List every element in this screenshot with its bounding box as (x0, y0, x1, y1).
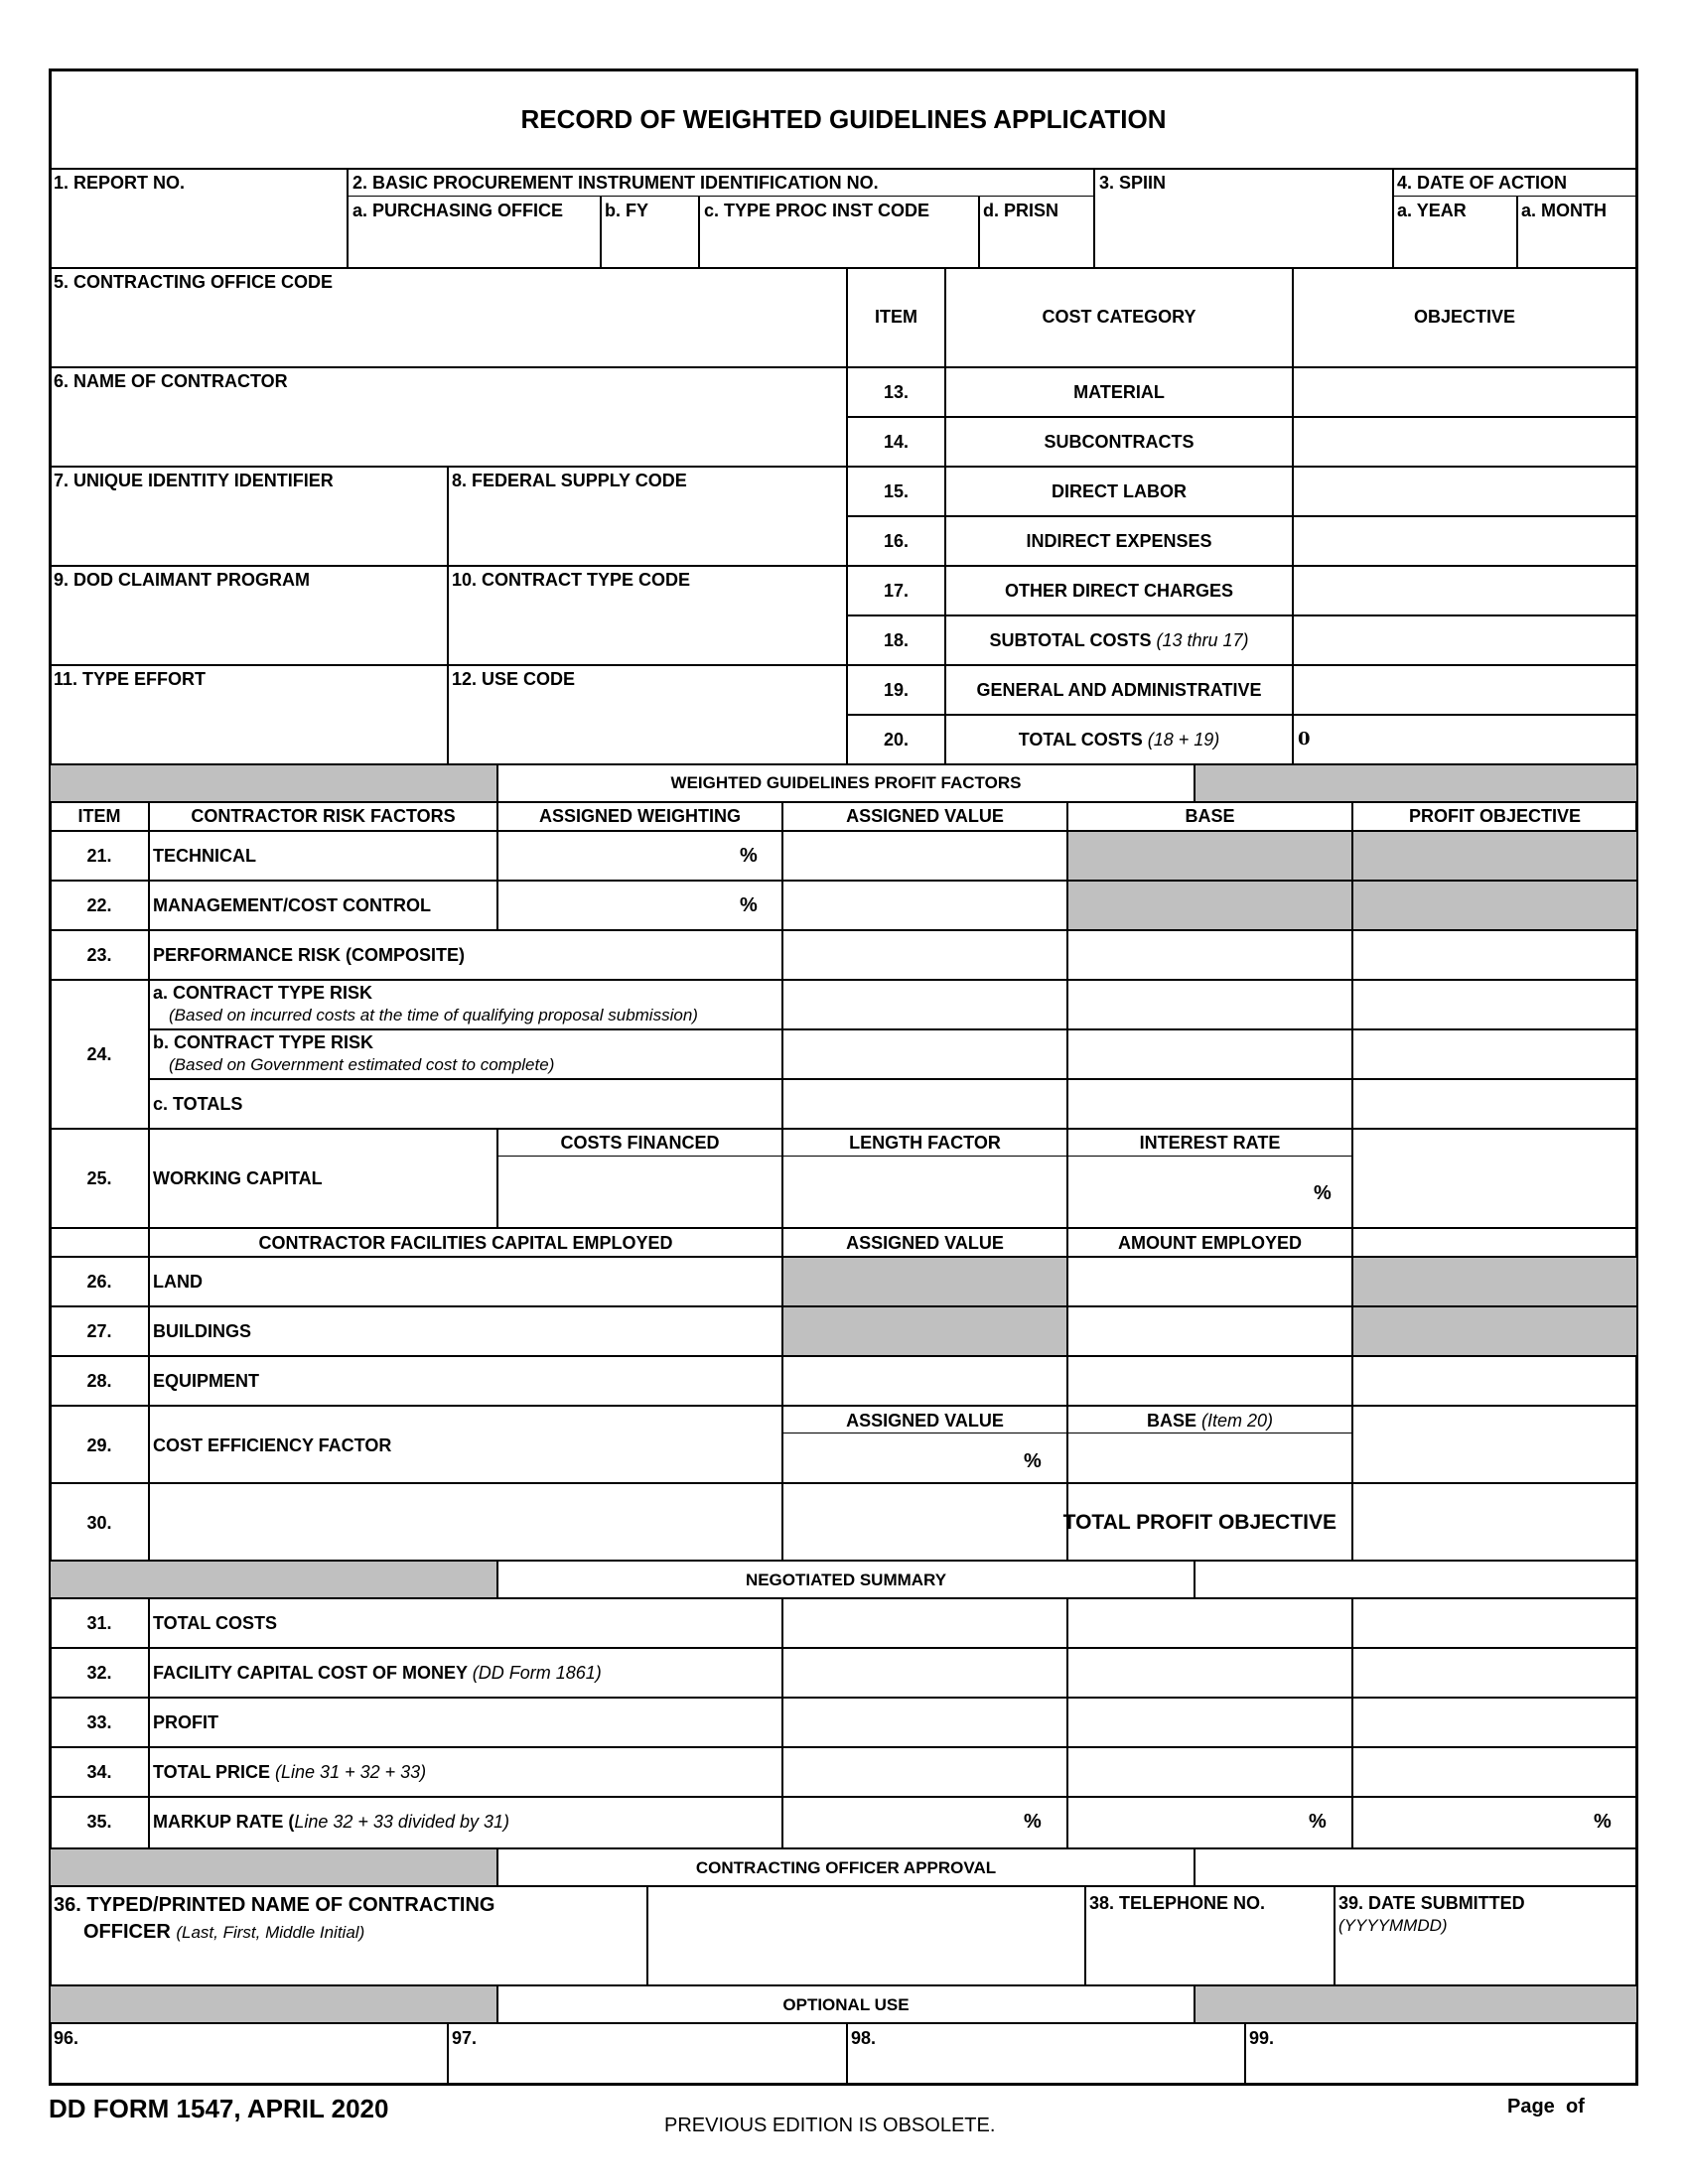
cost-item-15: 15. (883, 481, 910, 501)
rule (348, 196, 1093, 197)
dod-claimant-label: 9. DOD CLAIMANT PROGRAM (54, 570, 310, 590)
objective-input-19[interactable] (1295, 667, 1634, 713)
pf-profit-objective-header: PROFIT OBJECTIVE (1408, 806, 1582, 826)
rule (51, 1597, 1636, 1599)
technical-percent: % (740, 845, 758, 867)
pf-item-23: 23. (86, 945, 112, 965)
equipment-profit-input[interactable] (1354, 1358, 1634, 1404)
pf-item-header: ITEM (77, 806, 121, 826)
month-input[interactable] (1520, 226, 1634, 266)
interest-rate-percent: % (1314, 1182, 1332, 1204)
neg-item-35: 35. (86, 1812, 112, 1832)
contract-type-total-value-input[interactable] (784, 1081, 1064, 1127)
name-of-contractor-input[interactable] (53, 395, 844, 465)
technical-weighting-input[interactable] (499, 833, 779, 879)
rule (447, 467, 449, 764)
rule (51, 1647, 1636, 1649)
cost-category-g-and-a: GENERAL AND ADMINISTRATIVE (976, 680, 1262, 700)
costs-financed-input[interactable] (499, 1159, 779, 1225)
form-number: DD FORM 1547, APRIL 2020 (49, 2094, 389, 2123)
rule (1392, 196, 1636, 197)
optional-99-input[interactable] (1248, 2049, 1634, 2083)
negotiated-title: NEGOTIATED SUMMARY (745, 1570, 947, 1589)
cost-category-total (945, 730, 1293, 750)
cost-efficiency-value-input[interactable] (784, 1435, 1064, 1481)
rule (51, 830, 1636, 832)
pf-item-30: 30. (86, 1513, 112, 1533)
rule (1093, 169, 1095, 268)
objective-input-15[interactable] (1295, 469, 1634, 514)
rule (51, 1560, 1636, 1562)
name-of-contractor-label: 6. NAME OF CONTRACTOR (54, 371, 288, 391)
rule (1194, 1561, 1196, 1598)
subtotal-note: (13 thru 17) (1156, 630, 1249, 650)
date-submitted-label: 39. DATE SUBMITTED (1338, 1893, 1525, 1913)
rule (846, 515, 1636, 517)
pf-item-27: 27. (86, 1321, 112, 1341)
year-label: a. YEAR (1397, 201, 1467, 220)
interest-rate-input[interactable] (1069, 1159, 1349, 1225)
contract-type-a-value-input[interactable] (784, 982, 1064, 1027)
neg-35-input-2[interactable] (1069, 1799, 1308, 1844)
rule (846, 416, 1636, 418)
of-label: of (1565, 2096, 1585, 2117)
optional-97-input[interactable] (451, 2049, 844, 2083)
cost-efficiency-profit-input[interactable] (1354, 1408, 1634, 1481)
contract-type-code-input[interactable] (451, 594, 844, 663)
rule (51, 267, 1636, 269)
neg-fccm-note: (DD Form 1861) (472, 1663, 602, 1683)
performance-value-input[interactable] (784, 932, 1064, 978)
buildings-label: BUILDINGS (153, 1321, 251, 1341)
management-weighting-input[interactable] (499, 883, 779, 928)
rule (51, 1984, 1636, 1986)
rule (148, 802, 150, 1561)
rule (51, 1355, 1636, 1357)
rule (51, 1227, 1636, 1229)
prisn-input[interactable] (982, 226, 1091, 266)
report-no-input[interactable] (53, 197, 345, 266)
neg-35-input-3[interactable] (1354, 1799, 1593, 1844)
pf-item-28: 28. (86, 1371, 112, 1391)
type-proc-inst-code-label: c. TYPE PROC INST CODE (704, 201, 930, 220)
co-name-note: (Last, First, Middle Initial) (176, 1923, 365, 1942)
rule (51, 168, 1636, 170)
dod-claimant-input[interactable] (53, 594, 445, 663)
performance-profit-input[interactable] (1354, 932, 1634, 978)
date-submitted-format: (YYYYMMDD) (1338, 1916, 1448, 1935)
rule (781, 1598, 783, 1848)
federal-supply-code-input[interactable] (451, 494, 844, 564)
neg-34-input-1[interactable] (784, 1749, 1064, 1795)
type-effort-input[interactable] (53, 693, 445, 762)
rule (1351, 802, 1353, 1561)
cost-efficiency-base-label: BASE (1146, 1411, 1196, 1431)
co-name-line2 (83, 1921, 364, 1944)
objective-header: OBJECTIVE (1413, 307, 1516, 327)
rule (1066, 802, 1068, 1561)
rule (51, 366, 1636, 368)
neg-31-input-2[interactable] (1069, 1600, 1349, 1646)
contract-type-b-label: b. CONTRACT TYPE RISK (153, 1032, 374, 1052)
neg-34-input-3[interactable] (1354, 1749, 1634, 1795)
contracting-office-code-input[interactable] (53, 296, 844, 365)
rule (447, 2023, 449, 2086)
cost-item-20: 20. (883, 730, 910, 750)
optional-98-input[interactable] (850, 2049, 1242, 2083)
cost-category-indirect-expenses: INDIRECT EXPENSES (1026, 531, 1212, 551)
gray-band-profit-right (1195, 765, 1636, 801)
spiin-input[interactable] (1097, 197, 1390, 266)
pf-technical-label: TECHNICAL (153, 846, 256, 866)
contract-type-b-note: (Based on Government estimated cost to complete) (169, 1055, 555, 1074)
technical-value-input[interactable] (784, 833, 1064, 879)
neg-markup-label (153, 1812, 509, 1832)
co-name-input[interactable] (649, 1888, 1082, 1983)
purchasing-office-label: a. PURCHASING OFFICE (352, 201, 564, 220)
facilities-header: CONTRACTOR FACILITIES CAPITAL EMPLOYED (258, 1233, 673, 1253)
neg-32-input-3[interactable] (1354, 1650, 1634, 1696)
page-label: Page (1507, 2096, 1555, 2117)
rule (51, 1256, 1636, 1258)
pf-risk-factors-header: CONTRACTOR RISK FACTORS (191, 806, 456, 826)
contract-type-b-base-input[interactable] (1069, 1031, 1349, 1077)
neg-33-input-1[interactable] (784, 1700, 1064, 1745)
rule (51, 1796, 1636, 1798)
cost-item-17: 17. (883, 581, 910, 601)
rule (698, 196, 700, 268)
optional-96-input[interactable] (53, 2049, 445, 2083)
cost-efficiency-percent: % (1024, 1450, 1042, 1472)
rule (496, 1156, 1352, 1157)
management-value-input[interactable] (784, 883, 1064, 928)
rule (1066, 1598, 1068, 1848)
neg-total-price-label (153, 1762, 426, 1782)
rule (51, 1482, 1636, 1484)
contracting-office-code-label: 5. CONTRACTING OFFICE CODE (54, 272, 334, 292)
rule (347, 169, 349, 268)
interest-rate-header: INTEREST RATE (1139, 1133, 1281, 1153)
rule (846, 614, 1636, 616)
facilities-assigned-value-header: ASSIGNED VALUE (846, 1233, 1004, 1253)
cost-category-subcontracts: SUBCONTRACTS (1044, 432, 1195, 452)
costs-financed-header: COSTS FINANCED (560, 1133, 720, 1153)
rule (1351, 1598, 1353, 1848)
rule (148, 1078, 1636, 1080)
pf-management-label: MANAGEMENT/COST CONTROL (153, 895, 431, 915)
neg-profit-label: PROFIT (153, 1712, 218, 1732)
rule (1194, 1985, 1196, 2023)
total-profit-label: TOTAL PROFIT OBJECTIVE (1062, 1511, 1336, 1534)
land-label: LAND (153, 1272, 203, 1292)
pf-assigned-weighting-header: ASSIGNED WEIGHTING (538, 806, 741, 826)
pf-item-21: 21. (86, 846, 112, 866)
optional-97-label: 97. (452, 2028, 478, 2048)
working-capital-label: WORKING CAPITAL (153, 1168, 323, 1188)
rule (1392, 169, 1394, 268)
rule (148, 1028, 1636, 1030)
objective-input-18[interactable] (1295, 617, 1634, 663)
contract-type-a-label: a. CONTRACT TYPE RISK (153, 983, 373, 1003)
cost-category-other-direct: OTHER DIRECT CHARGES (1004, 581, 1233, 601)
cost-item-16: 16. (883, 531, 910, 551)
cost-efficiency-assigned-value-header: ASSIGNED VALUE (846, 1411, 1004, 1431)
working-capital-profit-input[interactable] (1354, 1131, 1634, 1225)
markup-percent-3: % (1594, 1811, 1612, 1833)
equipment-amount-input[interactable] (1069, 1358, 1349, 1404)
cost-category-direct-labor: DIRECT LABOR (1052, 481, 1187, 501)
rule (1516, 196, 1518, 268)
pf-item-22: 22. (86, 895, 112, 915)
neg-markup-text: MARKUP RATE ( (153, 1812, 295, 1832)
gray-band-approval-left (51, 1849, 496, 1887)
equipment-value-input[interactable] (784, 1358, 1064, 1404)
markup-percent-2: % (1309, 1811, 1327, 1833)
contract-type-a-base-input[interactable] (1069, 982, 1349, 1027)
neg-35-input-1[interactable] (784, 1799, 1023, 1844)
objective-input-17[interactable] (1295, 568, 1634, 614)
contract-type-total-base-input[interactable] (1069, 1081, 1349, 1127)
gray-band-profit-left (51, 765, 496, 801)
rule (51, 1885, 1636, 1887)
cost-item-13: 13. (883, 382, 910, 402)
rule (1334, 1886, 1336, 1985)
unique-identity-input[interactable] (53, 494, 445, 564)
purchasing-office-input[interactable] (351, 226, 598, 266)
neg-item-33: 33. (86, 1712, 112, 1732)
contract-type-code-label: 10. CONTRACT TYPE CODE (452, 570, 691, 590)
pf-performance-label: PERFORMANCE RISK (COMPOSITE) (153, 945, 466, 965)
rule (51, 1128, 1636, 1130)
neg-markup-note: Line 32 + 33 divided by 31) (294, 1812, 510, 1832)
previous-edition-notice: PREVIOUS EDITION IS OBSOLETE. (664, 2115, 996, 2136)
optional-96-label: 96. (54, 2028, 79, 2048)
neg-32-input-2[interactable] (1069, 1650, 1349, 1696)
neg-33-input-3[interactable] (1354, 1700, 1634, 1745)
rule (1244, 2023, 1246, 2086)
management-percent: % (740, 894, 758, 916)
performance-base-input[interactable] (1069, 932, 1349, 978)
cost-efficiency-base-note: (Item 20) (1201, 1411, 1274, 1431)
gray-band-negotiated-left (51, 1562, 496, 1599)
rule (846, 2023, 848, 2086)
pf-item-26: 26. (86, 1272, 112, 1292)
prisn-label: d. PRISN (983, 201, 1059, 220)
neg-item-32: 32. (86, 1663, 112, 1683)
cost-item-18: 18. (883, 630, 910, 650)
neg-total-costs-label: TOTAL COSTS (153, 1613, 278, 1633)
objective-input-13[interactable] (1295, 369, 1634, 415)
co-name-officer: OFFICER (83, 1921, 171, 1943)
gray-band-optional-right (1195, 1986, 1636, 2024)
fy-label: b. FY (605, 201, 648, 220)
rule (51, 565, 1636, 567)
length-factor-input[interactable] (784, 1159, 1064, 1225)
profit-factors-title: WEIGHTED GUIDELINES PROFIT FACTORS (670, 773, 1022, 792)
optional-98-label: 98. (851, 2028, 877, 2048)
page-number (1507, 2096, 1585, 2117)
cost-category-material: MATERIAL (1073, 382, 1165, 402)
total-costs-note: (18 + 19) (1147, 730, 1220, 750)
land-amount-input[interactable] (1069, 1259, 1349, 1304)
neg-34-input-2[interactable] (1069, 1749, 1349, 1795)
date-of-action-label: 4. DATE OF ACTION (1397, 173, 1567, 193)
rule (846, 714, 1636, 716)
subtotal-label: SUBTOTAL COSTS (989, 630, 1152, 650)
neg-fccm-text: FACILITY CAPITAL COST OF MONEY (153, 1663, 468, 1683)
contract-type-c-label: c. TOTALS (153, 1094, 243, 1114)
rule (148, 1598, 150, 1848)
type-effort-label: 11. TYPE EFFORT (54, 669, 207, 689)
gray-profit-26 (1351, 1258, 1636, 1307)
gray-profit-27 (1351, 1307, 1636, 1357)
rule (51, 880, 1636, 882)
telephone-label: 38. TELEPHONE NO. (1089, 1893, 1266, 1913)
date-submitted-input[interactable] (1336, 1940, 1634, 1983)
rule (51, 466, 1636, 468)
telephone-input[interactable] (1087, 1918, 1332, 1983)
total-costs-label: TOTAL COSTS (1018, 730, 1143, 750)
rule (51, 801, 1636, 803)
cost-efficiency-label: COST EFFICIENCY FACTOR (153, 1435, 392, 1455)
rule (978, 196, 980, 268)
gray-profit-21 (1351, 831, 1636, 881)
cost-category-subtotal (945, 630, 1293, 650)
cost-item-19: 19. (883, 680, 910, 700)
co-name-line1: 36. TYPED/PRINTED NAME OF CONTRACTING (54, 1894, 495, 1916)
pf-assigned-value-header: ASSIGNED VALUE (846, 806, 1004, 826)
approval-title: CONTRACTING OFFICER APPROVAL (695, 1858, 997, 1877)
neg-item-34: 34. (86, 1762, 112, 1782)
gray-profit-22 (1351, 881, 1636, 930)
rule (51, 929, 1636, 931)
neg-31-input-3[interactable] (1354, 1600, 1634, 1646)
contract-type-b-value-input[interactable] (784, 1031, 1064, 1077)
cost-category-header: COST CATEGORY (1042, 307, 1196, 327)
neg-31-input-1[interactable] (784, 1600, 1064, 1646)
form-title: RECORD OF WEIGHTED GUIDELINES APPLICATION (520, 104, 1167, 134)
markup-percent-1: % (1024, 1811, 1042, 1833)
rule (51, 763, 1636, 765)
length-factor-header: LENGTH FACTOR (849, 1133, 1001, 1153)
spiin-label: 3. SPIIN (1099, 173, 1167, 193)
use-code-label: 12. USE CODE (452, 669, 576, 689)
rule (51, 1405, 1636, 1407)
rule (51, 1305, 1636, 1307)
rule (51, 664, 1636, 666)
neg-fccm-label (153, 1663, 602, 1683)
month-label: a. MONTH (1521, 201, 1608, 220)
rule (51, 2022, 1636, 2024)
cost-item-header: ITEM (875, 307, 917, 327)
contract-type-a-note: (Based on incurred costs at the time of qualifying proposal submission) (169, 1006, 698, 1024)
equipment-label: EQUIPMENT (153, 1371, 260, 1391)
neg-32-input-1[interactable] (784, 1650, 1064, 1696)
contract-type-b-profit-input[interactable] (1354, 1031, 1634, 1077)
rule (51, 1697, 1636, 1699)
contract-type-total-profit-input[interactable] (1354, 1081, 1634, 1127)
total-profit-input[interactable] (1354, 1485, 1634, 1559)
contract-type-a-profit-input[interactable] (1354, 982, 1634, 1027)
gray-base-22 (1066, 881, 1351, 930)
neg-33-input-2[interactable] (1069, 1700, 1349, 1745)
objective-input-16[interactable] (1295, 518, 1634, 564)
objective-value-20[interactable]: 0 (1298, 729, 1311, 750)
neg-item-31: 31. (86, 1613, 112, 1633)
basic-procurement-label: 2. BASIC PROCUREMENT INSTRUMENT IDENTIFICATION NO. (352, 173, 879, 193)
report-no-label: 1. REPORT NO. (54, 173, 186, 193)
rule (1194, 1848, 1196, 1886)
rule (51, 1847, 1636, 1849)
year-input[interactable] (1396, 226, 1514, 266)
buildings-amount-input[interactable] (1069, 1308, 1349, 1354)
neg-total-price-note: (Line 31 + 32 + 33) (275, 1762, 427, 1782)
optional-99-label: 99. (1249, 2028, 1275, 2048)
type-proc-inst-code-input[interactable] (702, 226, 976, 266)
gray-value-27 (781, 1307, 1066, 1357)
amount-employed-header: AMOUNT EMPLOYED (1117, 1233, 1302, 1253)
rule (51, 979, 1636, 981)
cost-efficiency-base-header (1068, 1411, 1351, 1431)
gray-base-21 (1066, 831, 1351, 881)
rule (781, 802, 783, 1561)
neg-total-price-text: TOTAL PRICE (153, 1762, 271, 1782)
pf-item-24: 24. (86, 1044, 112, 1064)
rule (600, 196, 602, 268)
fy-input[interactable] (604, 226, 696, 266)
federal-supply-code-label: 8. FEDERAL SUPPLY CODE (452, 471, 687, 490)
rule (646, 1886, 648, 1985)
use-code-input[interactable] (451, 693, 844, 762)
optional-title: OPTIONAL USE (782, 1995, 910, 2014)
pf-item-25: 25. (86, 1168, 112, 1188)
rule (51, 1746, 1636, 1748)
rule (1194, 764, 1196, 802)
cost-efficiency-base-input[interactable] (1069, 1435, 1349, 1481)
cost-item-14: 14. (883, 432, 910, 452)
objective-input-14[interactable] (1295, 419, 1634, 465)
gray-value-26 (781, 1258, 1066, 1307)
rule (1084, 1886, 1086, 1985)
pf-item-29: 29. (86, 1435, 112, 1455)
pf-base-header: BASE (1185, 806, 1235, 826)
unique-identity-label: 7. UNIQUE IDENTITY IDENTIFIER (54, 471, 334, 490)
gray-band-optional-left (51, 1986, 496, 2024)
